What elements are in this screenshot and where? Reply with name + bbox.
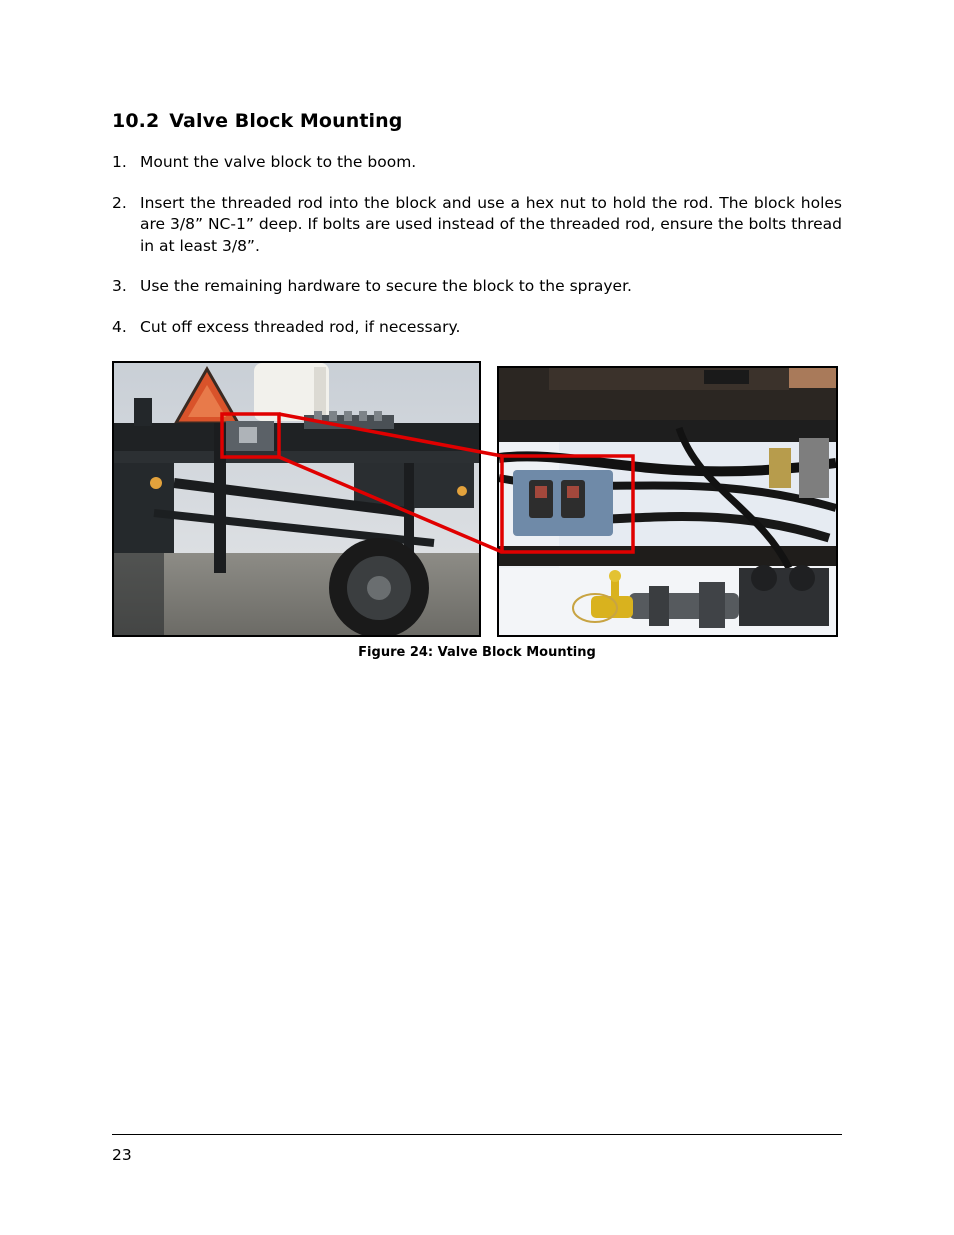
step-number: 2.	[112, 193, 127, 212]
step-text: Insert the threaded rod into the block and use a hex nut to hold the rod. The block holes are 3/8” NC-1” deep. If bolts are used instead of the threaded rod, ensure the bolts thread in at least 3/8”.	[140, 193, 842, 255]
section-title: Valve Block Mounting	[169, 110, 403, 132]
step-text: Mount the valve block to the boom.	[140, 153, 417, 171]
section-heading	[112, 110, 402, 132]
section-number: 10.2	[112, 110, 160, 132]
sprayer-overview-photo	[112, 361, 481, 637]
page-number: 23	[112, 1146, 132, 1164]
step-number: 3.	[112, 277, 127, 295]
step-number: 4.	[112, 317, 127, 336]
step-text: Use the remaining hardware to secure the block to the sprayer.	[140, 277, 632, 295]
list-item	[112, 193, 842, 258]
list-item	[112, 317, 842, 339]
step-text: Cut off excess threaded rod, if necessary.	[140, 317, 461, 336]
valve-block-closeup-photo	[497, 366, 838, 637]
figure-caption: Figure 24: Valve Block Mounting	[358, 645, 596, 660]
steps-list	[112, 152, 842, 357]
footer-divider	[112, 1134, 842, 1135]
list-item	[112, 276, 842, 298]
step-number: 1.	[112, 153, 127, 171]
list-item	[112, 152, 842, 174]
